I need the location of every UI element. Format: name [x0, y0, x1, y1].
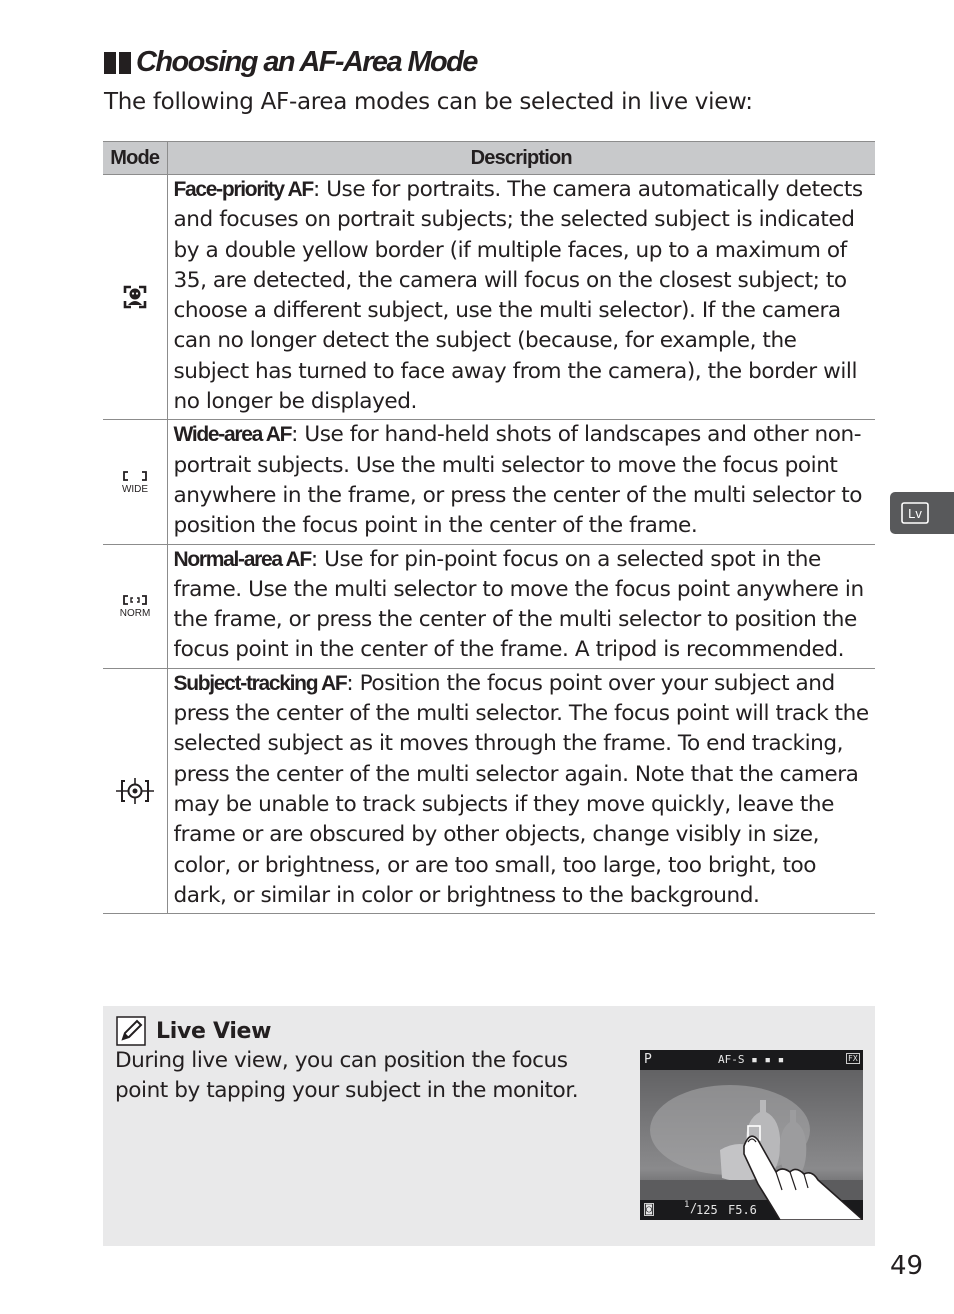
table-row — [103, 668, 875, 913]
af-status: AF-S ▪ ▪ ▪ — [718, 1053, 785, 1066]
heading-text: Choosing an AF-Area Mode — [136, 46, 477, 78]
intro-text: The following AF-area modes can be selected in live view: — [104, 89, 753, 115]
shooting-mode: P — [644, 1052, 652, 1067]
mode-description: : Use for portraits. The camera automatically detects and focuses on portrait subjects; the selected subject is indicated by a double yellow border (if multiple faces, up to a maximum of 35, are detected, the camera will focus on the closest subject; to choose a different subject, use the multi selector). If the camera can no longer detect the subject (because, for example, the subject has turned to face away from the camera), the border will no longer be displayed. — [173, 177, 863, 415]
mode-term: Wide-area AF — [173, 423, 292, 447]
monitor-illustration — [640, 1050, 863, 1220]
header-description: Description — [167, 142, 875, 175]
live-view-tab-label: Lv — [908, 506, 922, 521]
finger-icon — [640, 1050, 863, 1220]
wide-icon-label: WIDE — [121, 483, 148, 495]
note-title — [116, 1016, 271, 1046]
mode-term: Normal-area AF — [173, 547, 311, 571]
description-cell — [167, 544, 875, 668]
subject-tracking-af-icon — [116, 778, 154, 804]
mode-term: Face-priority AF — [173, 178, 313, 201]
live-view-tab[interactable] — [890, 492, 954, 534]
af-area-mode-table — [103, 141, 875, 914]
shutter-denominator: 125 — [696, 1203, 718, 1217]
shutter-separator: / — [690, 1201, 698, 1215]
table-row — [103, 175, 875, 420]
description-cell — [167, 420, 875, 544]
mode-cell — [103, 668, 167, 913]
live-view-tab-icon — [901, 502, 929, 524]
table-row — [103, 420, 875, 544]
page-number: 49 — [890, 1251, 924, 1281]
pencil-icon — [116, 1016, 146, 1046]
mode-cell — [103, 544, 167, 668]
norm-icon-label: NORM — [119, 608, 150, 620]
face-priority-af-icon — [122, 284, 148, 310]
metering-icon: ◙ — [646, 1204, 653, 1215]
header-mode: Mode — [103, 142, 167, 175]
mode-term: Subject-tracking AF — [173, 671, 347, 695]
shutter-numerator: 1 — [684, 1200, 690, 1210]
wide-area-af-icon — [120, 468, 150, 496]
note-title-text: Live View — [156, 1018, 272, 1044]
description-cell — [167, 175, 875, 420]
section-heading — [104, 46, 477, 79]
table-row — [103, 544, 875, 668]
table-header-row — [103, 142, 875, 175]
mode-description: : Position the focus point over your subject and press the center of the multi selector. The focus point will track the selected subject as it moves through the frame. To end tracking, press the center of the multi selector again. Note that the camera may be unable to track subjects if they move quickly, leave the frame or are obscured by other objects, change visibly in size, color, or brightness, or are too small, too large, too bright, too dark, or similar in color or brightness to the background. — [173, 670, 869, 908]
format-indicator: FX — [848, 1054, 858, 1063]
description-cell — [167, 668, 875, 913]
heading-marker-icon — [104, 52, 131, 74]
mode-description: : Use for hand-held shots of landscapes and other non-portrait subjects. Use the multi selector to move the focus point anywhere in the frame, or press the center of the multi selector to position the focus point in the center of the frame. — [173, 422, 863, 539]
live-view-note — [103, 1006, 875, 1246]
mode-cell — [103, 420, 167, 544]
note-body: During live view, you can position the focus point by tapping your subject in the monitor. — [115, 1048, 579, 1103]
normal-area-af-icon — [120, 592, 150, 620]
mode-cell — [103, 175, 167, 420]
mode-description: : Use for pin-point focus on a selected spot in the frame. Use the multi selector to move the focus point anywhere in the frame, or press the center of the multi selector to position the focus point in the center of the frame. A tripod is recommended. — [173, 546, 864, 663]
aperture-value: F5.6 — [728, 1203, 757, 1217]
